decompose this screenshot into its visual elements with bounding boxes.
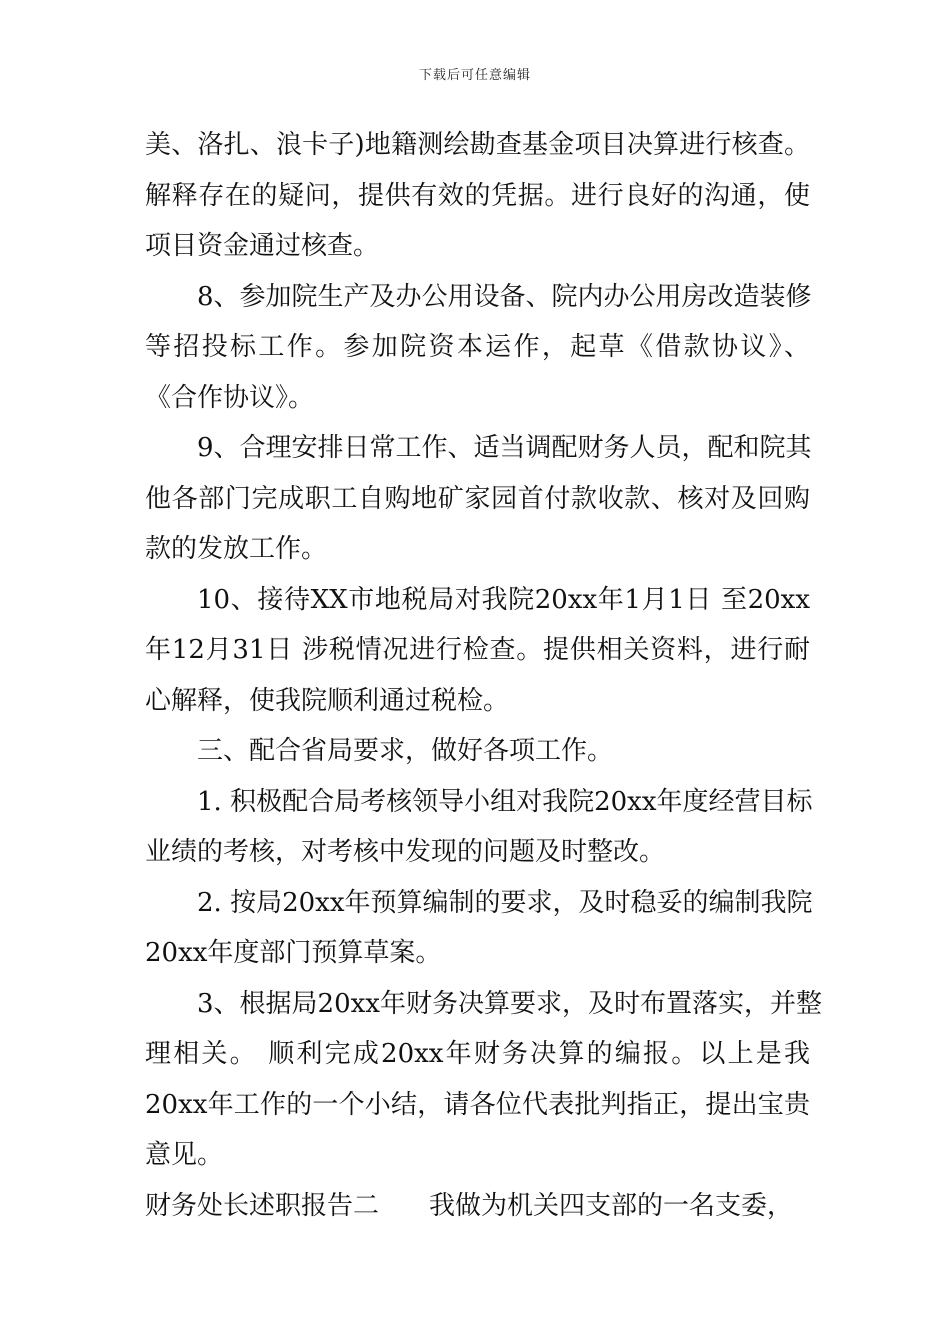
text-line: 等招投标工作。参加院资本运作，起草《借款协议》、	[145, 332, 810, 362]
text-line: 20xx年度部门预算草案。	[145, 938, 442, 968]
paragraph-8-line: 8、参加院生产及办公用设备、院内办公用房改造装修	[197, 281, 812, 312]
item-2-line: 2. 按局20xx年预算编制的要求，及时稳妥的编制我院	[197, 887, 813, 918]
text-line: 解释存在的疑问，提供有效的凭据。进行良好的沟通，使	[145, 180, 810, 211]
final-line	[145, 1181, 810, 1232]
item-1-line: 1. 积极配合局考核领导小组对我院20xx年度经营目标	[197, 786, 813, 817]
text-line: 美、洛扎、浪卡子)地籍测绘勘查基金项目决算进行核查。	[145, 130, 810, 160]
report-title: 财务处长述职报告二	[145, 1190, 380, 1221]
text-line: 心解释，使我院顺利通过税检。	[145, 685, 510, 716]
text-line: 他各部门完成职工自购地矿家园首付款收款、核对及回购	[145, 483, 810, 514]
text-line: 项目资金通过核查。	[145, 231, 380, 261]
text-line: 理相关。 顺利完成20xx年财务决算的编报。以上是我	[145, 1039, 810, 1069]
text-line: 《合作协议》。	[145, 382, 315, 413]
text-line: 年12月31日 涉税情况进行检查。提供相关资料，进行耐	[145, 635, 810, 665]
document-body	[145, 120, 822, 1231]
section-heading: 三、配合省局要求，做好各项工作。	[197, 736, 614, 766]
text-line: 意见。	[145, 1140, 224, 1170]
text-line: 20xx年工作的一个小结，请各位代表批判指正，提出宝贵	[145, 1089, 810, 1120]
paragraph-9-line: 9、合理安排日常工作、适当调配财务人员，配和院其	[197, 433, 812, 463]
paragraph-10-line: 10、接待XX市地税局对我院20xx年1月1日 至20xx	[197, 584, 810, 615]
report-intro-text: 我做为机关四支部的一名支委，	[429, 1190, 794, 1221]
item-3-line: 3、根据局20xx年财务决算要求，及时布置落实，并整	[197, 988, 822, 1019]
text-line: 款的发放工作。	[145, 534, 328, 564]
page-header-note: 下载后可任意编辑	[418, 68, 531, 83]
text-line: 业绩的考核，对考核中发现的问题及时整改。	[145, 837, 666, 867]
